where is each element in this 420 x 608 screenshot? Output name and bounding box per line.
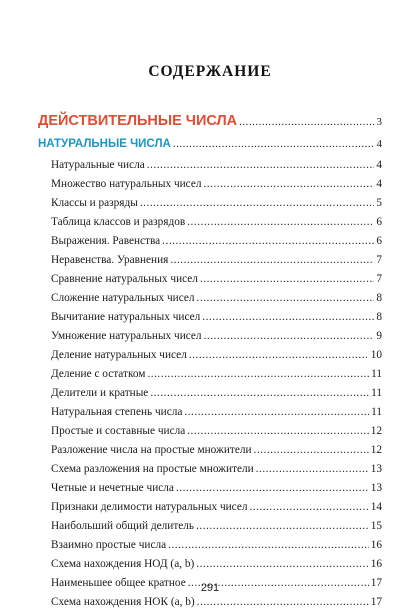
toc-entry-page: 4: [376, 159, 382, 171]
toc-entry[interactable]: [51, 273, 382, 285]
toc-subsection[interactable]: [38, 138, 382, 150]
toc-entry-label: Классы и разряды: [51, 197, 138, 209]
toc-section-page: 3: [376, 116, 382, 128]
toc-entry[interactable]: [51, 330, 382, 342]
toc-entry[interactable]: [51, 197, 382, 209]
dot-leader: [162, 235, 374, 247]
toc-entry[interactable]: [51, 596, 382, 608]
toc-entry[interactable]: [51, 311, 382, 323]
toc-entry[interactable]: [51, 482, 382, 494]
toc-entry-page: 7: [376, 273, 382, 285]
dot-leader: [170, 254, 374, 266]
page-title: СОДЕРЖАНИЕ: [148, 63, 272, 80]
toc-entry-label: Схема нахождения НОД (a, b): [51, 558, 195, 570]
dot-leader: [202, 311, 374, 323]
toc-entry[interactable]: [51, 463, 382, 475]
toc-entry-label: Наименьшее общее кратное: [51, 577, 186, 589]
toc-entry[interactable]: [51, 501, 382, 513]
toc-entry-page: 6: [376, 235, 382, 247]
toc-entry-label: Натуральная степень числа: [51, 406, 183, 418]
toc-entry-label: Выражения. Равенства: [51, 235, 161, 247]
toc-entry[interactable]: [51, 368, 382, 380]
toc-entry-page: 16: [370, 539, 382, 551]
toc-entry-label: Множество натуральных чисел: [51, 178, 202, 190]
toc-entry[interactable]: [51, 520, 382, 532]
toc-entry-label: Признаки делимости натуральных чисел: [51, 501, 248, 513]
toc-entry-label: Неравенства. Уравнения: [51, 254, 169, 266]
toc-entry[interactable]: [51, 159, 382, 171]
toc-entry-page: 12: [370, 425, 382, 437]
toc-section[interactable]: [38, 113, 382, 129]
toc-entry-label: Деление с остатком: [51, 368, 146, 380]
dot-leader: [254, 444, 369, 456]
toc-entry-label: Вычитание натуральных чисел: [51, 311, 201, 323]
dot-leader: [239, 116, 374, 128]
toc-entry[interactable]: [51, 235, 382, 247]
toc-section-label: ДЕЙСТВИТЕЛЬНЫЕ ЧИСЛА: [38, 113, 238, 129]
toc-entry-page: 17: [370, 577, 382, 589]
toc-entry[interactable]: [51, 178, 382, 190]
dot-leader: [147, 159, 375, 171]
dot-leader: [140, 197, 375, 209]
toc-entry[interactable]: [51, 216, 382, 228]
toc-entry-page: 11: [371, 406, 382, 418]
toc-entry-page: 14: [370, 501, 382, 513]
toc-entry-page: 9: [376, 330, 382, 342]
toc-entry-page: 12: [370, 444, 382, 456]
dot-leader: [147, 368, 369, 380]
toc-entry[interactable]: [51, 406, 382, 418]
toc-entry-page: 11: [371, 387, 382, 399]
toc-entry-page: 6: [376, 216, 382, 228]
dot-leader: [203, 178, 374, 190]
dot-leader: [187, 425, 368, 437]
toc-entry[interactable]: [51, 292, 382, 304]
toc-entry-page: 7: [376, 254, 382, 266]
toc-entry-label: Умножение натуральных чисел: [51, 330, 202, 342]
toc-entry-label: Делители и кратные: [51, 387, 149, 399]
toc-entry[interactable]: [51, 254, 382, 266]
toc-subsection-label: НАТУРАЛЬНЫЕ ЧИСЛА: [38, 138, 171, 150]
toc-entry-page: 17: [370, 596, 382, 608]
toc-entry-label: Взаимно простые числа: [51, 539, 167, 551]
toc-entry-page: 8: [376, 292, 382, 304]
dot-leader: [249, 501, 368, 513]
toc-entry-page: 5: [376, 197, 382, 209]
toc-entry-label: Деление натуральных чисел: [51, 349, 187, 361]
dot-leader: [200, 273, 374, 285]
toc-entry[interactable]: [51, 444, 382, 456]
toc-entry-page: 13: [370, 463, 382, 475]
toc-entry[interactable]: [51, 425, 382, 437]
dot-leader: [187, 216, 374, 228]
toc-entry-label: Сложение натуральных чисел: [51, 292, 195, 304]
toc-entry[interactable]: [51, 349, 382, 361]
dot-leader: [196, 558, 368, 570]
toc-entry-page: 13: [370, 482, 382, 494]
toc-entry-label: Наибольший общий делитель: [51, 520, 195, 532]
toc-entry-page: 4: [376, 178, 382, 190]
dot-leader: [189, 349, 369, 361]
dot-leader: [150, 387, 369, 399]
toc-entry-label: Четные и нечетные числа: [51, 482, 174, 494]
toc-entry-label: Простые и составные числа: [51, 425, 186, 437]
toc-entry-page: 15: [370, 520, 382, 532]
toc-entry[interactable]: [51, 539, 382, 551]
dot-leader: [197, 292, 375, 304]
toc-entry-page: 11: [371, 368, 382, 380]
dot-leader: [204, 330, 375, 342]
dot-leader: [176, 482, 369, 494]
dot-leader: [197, 596, 369, 608]
toc-entry-label: Натуральные числа: [51, 159, 145, 171]
toc-subsection-page: 4: [376, 138, 382, 150]
toc-entry-page: 10: [370, 349, 382, 361]
dot-leader: [196, 520, 369, 532]
dot-leader: [184, 406, 369, 418]
page-number: 291: [200, 582, 220, 594]
toc-entry-label: Схема разложения на простые множители: [51, 463, 254, 475]
toc-entry-label: Сравнение натуральных чисел: [51, 273, 198, 285]
dot-leader: [256, 463, 369, 475]
toc-entry-page: 16: [370, 558, 382, 570]
toc-entry[interactable]: [51, 558, 382, 570]
toc-entry-label: Схема нахождения НОК (a, b): [51, 596, 195, 608]
dot-leader: [173, 138, 375, 150]
toc-entry-label: Таблица классов и разрядов: [51, 216, 186, 228]
toc-entry-page: 8: [376, 311, 382, 323]
toc-entry-label: Разложение числа на простые множители: [51, 444, 252, 456]
toc-entry[interactable]: [51, 387, 382, 399]
dot-leader: [168, 539, 369, 551]
